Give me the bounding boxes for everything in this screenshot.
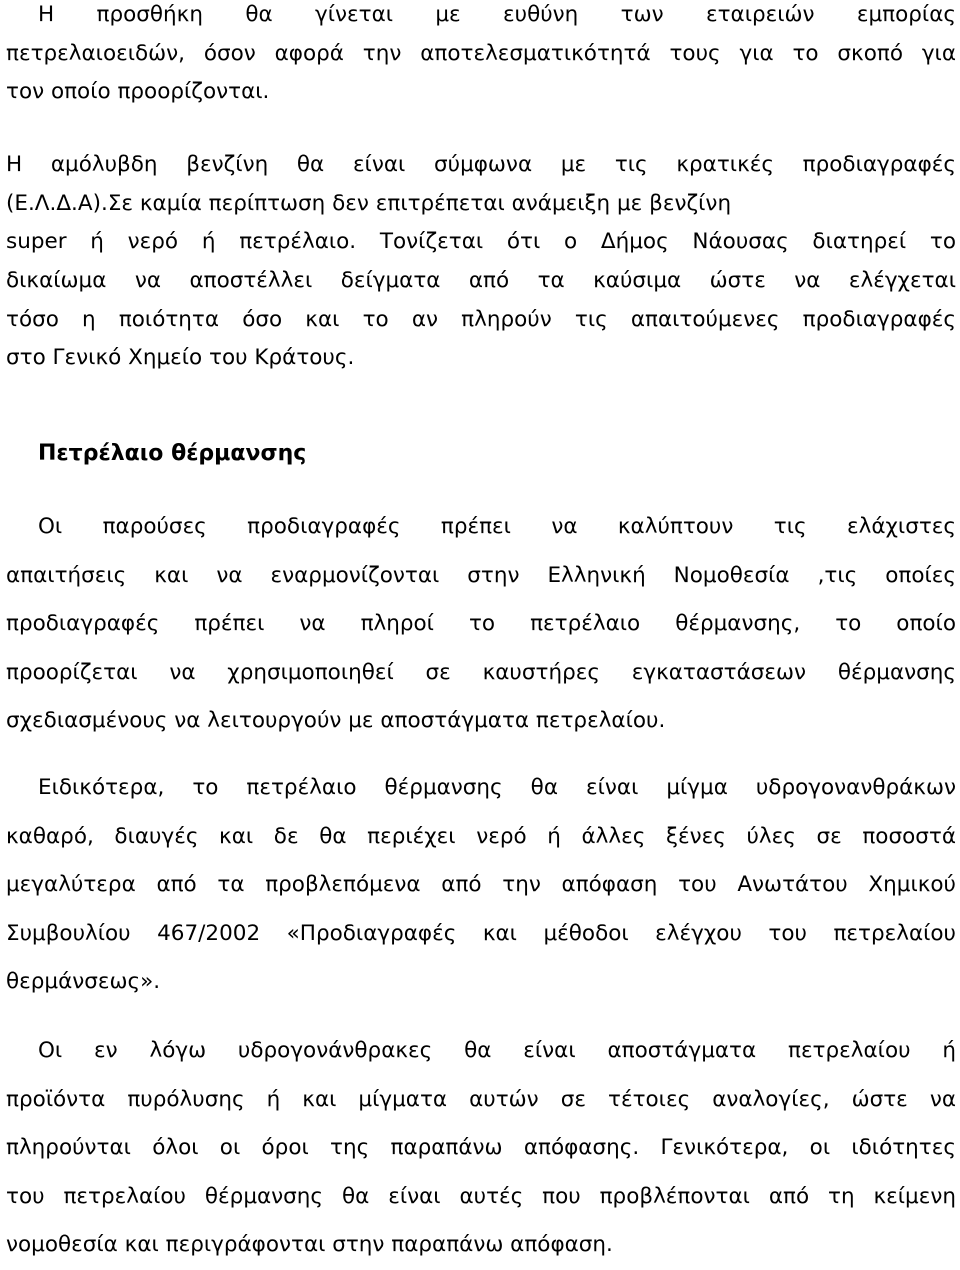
text-line: super ή νερό ή πετρέλαιο. Τονίζεται ότι ο Δήμος Νάουσας διατηρεί το: [6, 229, 956, 255]
text-line: καθαρό, διαυγές και δε θα περιέχει νερό ή άλλες ξένες ύλες σε ποσοστά: [6, 823, 956, 849]
text-line: απαιτήσεις και να εναρμονίζονται στην Ελληνική Νομοθεσία ,τις οποίες: [6, 562, 956, 588]
text-line: μεγαλύτερα από τα προβλεπόμενα από την απόφαση του Ανωτάτου Χημικού: [6, 872, 956, 897]
paragraph-additive-responsibility: [6, 0, 956, 112]
paragraph-hydrocarbons: [6, 1027, 956, 1270]
text-line: θερμάνσεως».: [6, 969, 161, 994]
paragraph-unleaded-gasoline: [6, 146, 956, 378]
text-line: Οι παρούσες προδιαγραφές πρέπει να καλύπτουν τις ελάχιστες: [38, 514, 956, 539]
section-heading: Πετρέλαιο θέρμανσης: [38, 441, 307, 466]
text-line: (Ε.Λ.Δ.Α).Σε καμία περίπτωση δεν επιτρέπεται ανάμειξη με βενζίνη: [6, 190, 732, 216]
text-line: Η αμόλυβδη βενζίνη θα είναι σύμφωνα με τις κρατικές προδιαγραφές: [6, 152, 956, 177]
text-line: Ειδικότερα, το πετρέλαιο θέρμανσης θα είναι μίγμα υδρογονανθράκων: [38, 775, 956, 800]
text-line: Η προσθήκη θα γίνεται με ευθύνη των εταιρειών εμπορίας: [38, 2, 956, 27]
text-line: τον οποίο προορίζονται.: [6, 79, 270, 105]
text-line: προορίζεται να χρησιμοποιηθεί σε καυστήρες εγκαταστάσεων θέρμανσης: [6, 659, 956, 685]
text-line: προϊόντα πυρόλυσης ή και μίγματα αυτών σε τέτοιες αναλογίες, ώστε να: [6, 1086, 956, 1112]
text-line: του πετρελαίου θέρμανσης θα είναι αυτές που προβλέπονται από τη κείμενη: [6, 1183, 956, 1209]
text-line: Συμβουλίου 467/2002 «Προδιαγραφές και μέθοδοι ελέγχου του πετρελαίου: [6, 920, 956, 946]
text-line: πετρελαιοειδών, όσον αφορά την αποτελεσματικότητά τους για το σκοπό για: [6, 40, 956, 66]
text-line: προδιαγραφές πρέπει να πληροί το πετρέλαιο θέρμανσης, το οποίο: [6, 611, 956, 636]
text-line: δικαίωμα να αποστέλλει δείγματα από τα καύσιμα ώστε να ελέγχεται: [6, 268, 956, 294]
text-line: τόσο η ποιότητα όσο και το αν πληρούν τις απαιτούμενες προδιαγραφές: [6, 306, 956, 332]
text-line: στο Γενικό Χημείο του Κράτους.: [6, 345, 355, 371]
text-line: Οι εν λόγω υδρογονάνθρακες θα είναι αποστάγματα πετρελαίου ή: [38, 1038, 956, 1063]
paragraph-heating-oil-composition: [6, 764, 956, 1007]
text-line: σχεδιασμένους να λειτουργούν με αποστάγματα πετρελαίου.: [6, 708, 666, 733]
text-line: νομοθεσία και περιγράφονται στην παραπάνω απόφαση.: [6, 1232, 613, 1257]
paragraph-heating-oil-specs: [6, 503, 956, 746]
text-line: πληρούνται όλοι οι όροι της παραπάνω απόφασης. Γενικότερα, οι ιδιότητες: [6, 1135, 956, 1160]
